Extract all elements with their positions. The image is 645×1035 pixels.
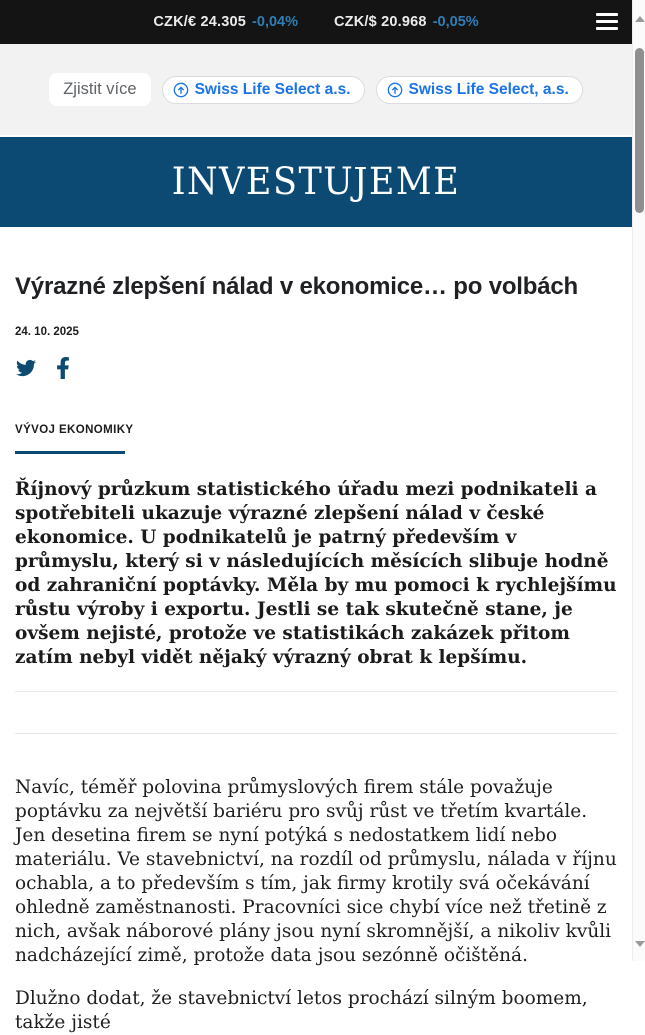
scrollbar-down-arrow-icon[interactable] <box>635 941 645 947</box>
category-underline <box>15 451 125 454</box>
scrollbar[interactable] <box>632 0 645 961</box>
rate-change: -0,05% <box>432 14 479 30</box>
category-block <box>15 420 617 454</box>
circle-arrow-up-icon <box>173 82 189 98</box>
site-header <box>0 137 632 227</box>
divider-line <box>15 691 617 692</box>
scrollbar-thumb[interactable] <box>635 48 644 213</box>
social-share-row <box>15 357 617 379</box>
scrollbar-up-arrow-icon[interactable] <box>635 16 645 22</box>
category-label[interactable]: VÝVOJ EKONOMIKY <box>15 424 134 437</box>
rate-change: -0,04% <box>252 14 298 30</box>
article-paragraph: Dlužno dodat, že stavebnictví letos prochází silným boomem, takže jisté <box>15 988 588 1034</box>
rate-pair-value: CZK/€ 24.305 <box>153 14 247 30</box>
article-date: 24. 10. 2025 <box>15 326 79 339</box>
currency-rates <box>153 14 478 30</box>
twitter-icon[interactable] <box>15 358 37 378</box>
divider-line <box>15 733 617 734</box>
rate-czk-usd <box>334 14 479 30</box>
ad-link-swiss-life-1[interactable] <box>162 76 365 104</box>
ad-link-swiss-life-2[interactable] <box>376 76 583 104</box>
rate-pair-value: CZK/$ 20.968 <box>334 14 427 30</box>
article-paragraph: Navíc, téměř polovina průmyslových firem stále považuje poptávku za největší bariéru pro svůj růst ve třetím kvartále. Jen desetina firem se nyní potýká s nedostatkem lidí nebo materiálu. Ve stavebnictví, na rozdíl od průmyslu, nálada v říjnu ochabla, a to především s tím, jak firmy krotily svá očekávání ohledně zaměstnanosti. Pracovníci sice chybí více než třetině z nich, avšak náborové plány jsou nyní skromnější, a nikoliv kvůli nadcházející zimě, protože data jsou sezónně očištěná. <box>15 777 617 967</box>
currency-topbar <box>0 0 632 44</box>
article-lead: Říjnový průzkum statistického úřadu mezi podnikateli a spotřebiteli ukazuje výrazné zlepšení nálad v české ekonomice. U podnikatelů je patrný především v průmyslu, který si v následujících měsících slibuje hodně od zahraniční poptávky. Měla by mu pomoci k rychlejšímu růstu výroby i exportu. Jestli se tak skutečně stane, je ovšem nejisté, protože ve statistikách zakázek přitom zatím nebyl vidět nějaký výrazný obrat k lepšímu. <box>15 479 617 669</box>
article <box>0 227 632 1035</box>
hamburger-menu-icon[interactable] <box>596 10 618 32</box>
ad-strip <box>0 44 632 135</box>
site-logo[interactable]: INVESTUJEME <box>171 160 461 204</box>
ad-link-label: Swiss Life Select a.s. <box>194 80 351 98</box>
article-title: Výrazné zlepšení nálad v ekonomice… po volbách <box>15 273 578 300</box>
rate-czk-eur <box>153 14 298 30</box>
facebook-icon[interactable] <box>56 357 70 379</box>
circle-arrow-up-icon <box>387 82 403 98</box>
learn-more-button[interactable]: Zjistit více <box>49 73 150 106</box>
ad-link-label: Swiss Life Select, a.s. <box>408 80 569 98</box>
